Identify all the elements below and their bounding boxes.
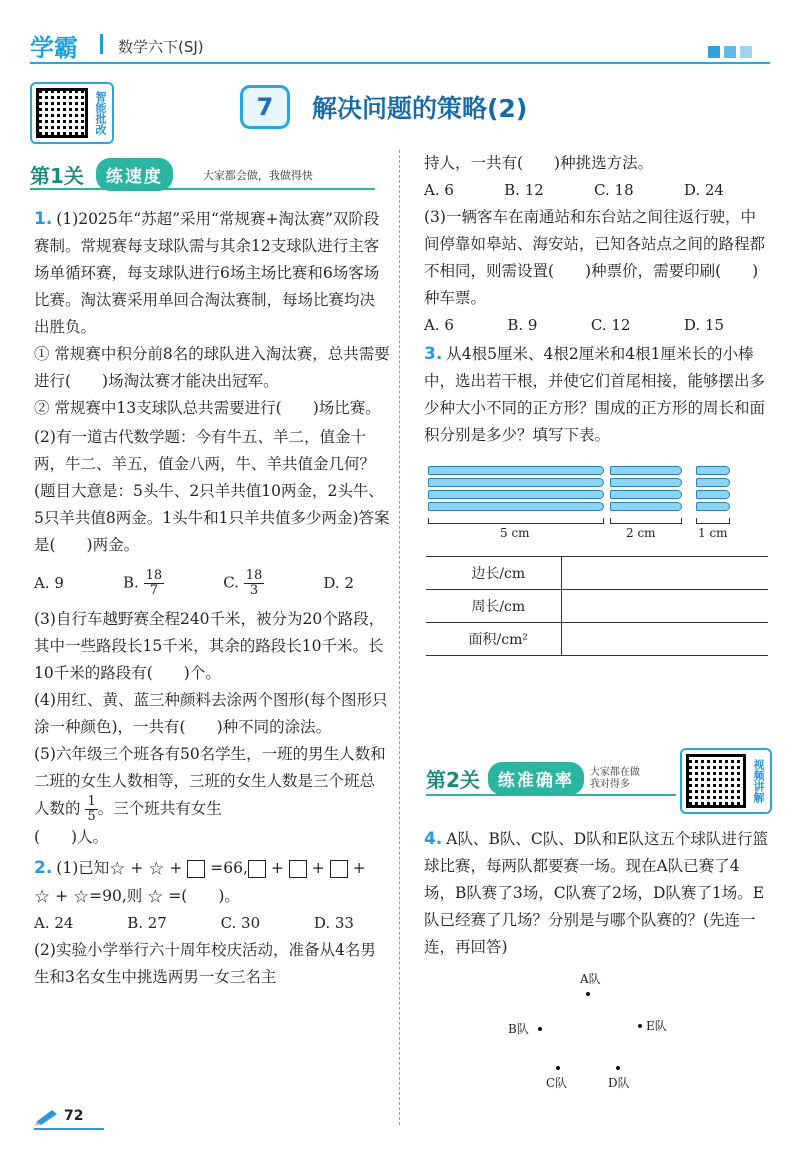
column-divider (399, 150, 400, 1125)
question-1-part-3: (3)自行车越野赛全程240千米，被分为20个路段，其中一些路段长15千米，其余的路段长10千米。长10千米的路段有( )个。 (34, 610, 385, 682)
option-a: A. 24 (34, 914, 74, 932)
question-4: 4. A队、B队、C队、D队和E队这五个球队进行篮球比赛，每两队都要赛一场。现在A队已赛了4场，B队赛了3场，C队赛了2场，D队赛了1场。E队已经赛了几场？分别是与哪个队赛的？(先连一连，再回答) (424, 829, 768, 956)
team-b-label: B队 (508, 1022, 529, 1036)
level2-underline (426, 794, 676, 796)
square-symbol (289, 860, 307, 878)
label-1cm: 1 cm (698, 526, 728, 540)
question-1-part-5-blank: ( )人。 (34, 828, 109, 846)
option-b: B. $\frac{18}{7}$ (123, 568, 163, 598)
bracket-1cm (696, 518, 730, 524)
table-row (426, 557, 768, 590)
team-d-label: D队 (608, 1076, 630, 1090)
star-symbol: ☆ (109, 858, 126, 880)
lesson-heading (240, 84, 527, 130)
star-symbol: ☆ (73, 886, 90, 907)
option-b: B. 12 (504, 181, 544, 199)
star-symbol: ☆ (34, 886, 51, 907)
question-2-part-3: (3)一辆客车在南通站和东台站之间往返行驶，中间停靠如皋站、海安站，已知各站点之间的路程都不相同，则需设置( )种票价，需要印刷( )种车票。 (424, 208, 766, 307)
pencil-icon (34, 1108, 60, 1130)
level1-title: 第1关 (30, 164, 84, 188)
row-label-side: 边长/cm (426, 557, 561, 590)
question-1-part-1a: ① 常规赛中积分前8名的球队进入淘汰赛，总共需要进行( )场淘汰赛才能决出冠军。 (34, 345, 390, 390)
qr-label-video: 视频讲解 (752, 759, 765, 803)
option-a: A. 6 (424, 181, 454, 199)
team-e-label: E队 (646, 1019, 667, 1033)
square-symbol (187, 860, 205, 878)
question-4-number: 4. (424, 829, 443, 849)
team-b-dot[interactable] (538, 1027, 542, 1031)
sticks-figure (424, 462, 774, 542)
question-2-part-1a: 2. (1)已知☆ + ☆ + =66, + + + (34, 858, 366, 880)
option-d: D. 2 (323, 574, 354, 592)
stick-2cm (610, 466, 682, 475)
team-e-dot[interactable] (638, 1024, 642, 1028)
stick-1cm (696, 466, 730, 475)
option-b: B. 27 (127, 914, 167, 932)
qr-code-image (36, 88, 88, 138)
option-d: D. 24 (683, 181, 724, 199)
label-2cm: 2 cm (626, 526, 656, 540)
option-c: C. 18 (594, 181, 634, 199)
question-1-part-5: (5)六年级三个班各有50名学生，一班的男生人数和二班的女生人数相等，三班的女生人数是三个班总人数的 $\frac{1}{5}$ 。三个班共有女生 (34, 745, 386, 824)
qr-code-smart-grading[interactable] (30, 82, 114, 144)
option-c: C. $\frac{18}{3}$ (223, 568, 263, 598)
stick-2cm (610, 490, 682, 499)
table-cell-answer[interactable] (561, 623, 768, 656)
stick-5cm (428, 502, 604, 511)
question-2-3-options (424, 312, 724, 339)
team-c-label: C队 (546, 1076, 568, 1090)
square-symbol (330, 860, 348, 878)
question-2-part-2: (2)实验小学举行六十周年校庆活动，准备从4名男生和3名女生中挑选两男一女三名主 (34, 941, 376, 986)
header-square-2 (724, 46, 736, 58)
stick-2cm (610, 502, 682, 511)
stick-5cm (428, 478, 604, 487)
level2-pill: 练准确率 (488, 762, 584, 795)
qr-code-video[interactable] (680, 748, 772, 814)
star-symbol: ☆ (147, 886, 164, 907)
row-label-area: 面积/cm² (426, 623, 561, 656)
question-1-part-1: 1. (1)2025年“苏超”采用“常规赛+淘汰赛”双阶段赛制。常规赛每支球队需与其余12支球队进行主客场单循环赛，每支球队进行6场主场比赛和6场客场比赛。淘汰赛采用单回合淘汰赛制，每场比赛均决出胜负。 (34, 209, 380, 336)
right-column (424, 150, 768, 449)
question-1-part-1b: ② 常规赛中13支球队总共需要进行( )场比赛。 (34, 399, 381, 417)
option-a: A. 6 (424, 316, 454, 334)
question-2-2-options (424, 177, 724, 204)
option-d: D. 15 (683, 316, 724, 334)
question-1-number: 1. (34, 209, 53, 229)
option-c: C. 12 (590, 316, 631, 334)
footer-rule (34, 1128, 104, 1130)
lesson-title: 解决问题的策略(2) (312, 94, 528, 123)
square-symbol (248, 860, 266, 878)
table-cell-answer[interactable] (561, 590, 768, 623)
question-1-part-2: (2)有一道古代数学题：今有牛五、羊二，值金十两，牛二、羊五，值金八两，牛、羊共值金几何？(题目大意是：5头牛、2只羊共值10两金，2头牛、5只羊共值8两金。1头牛和1只羊共值多少两金)答案是( )两金。 (34, 428, 390, 554)
question-2-number: 2. (34, 858, 53, 878)
level1-note: 大家都会做，我做得快 (202, 168, 313, 182)
team-a-dot[interactable] (586, 992, 590, 996)
option-a: A. 9 (34, 574, 64, 592)
brand-logo: 学霸 (30, 34, 78, 62)
bracket-2cm (610, 518, 682, 524)
header-square-3 (740, 46, 752, 58)
row-label-perimeter: 周长/cm (426, 590, 561, 623)
fraction-18-7: $\frac{18}{7}$ (145, 568, 163, 598)
table-row (426, 623, 768, 656)
fraction-1-5: $\frac{1}{5}$ (87, 794, 96, 824)
level1-underline (30, 188, 375, 190)
bracket-5cm (428, 518, 604, 524)
team-d-dot[interactable] (616, 1066, 620, 1070)
question-3: 3. 从4根5厘米、4根2厘米和4根1厘米长的小棒中，选出若干根，并使它们首尾相接，能够摆出多少种大小不同的正方形？围成的正方形的周长和面积分别是多少？填写下表。 (424, 344, 766, 444)
question-2-part-1b: ☆ + ☆=90,则 ☆ =( )。 (34, 886, 240, 907)
team-a-label: A队 (580, 972, 601, 986)
option-c: C. 30 (220, 914, 261, 932)
header-square-1 (708, 46, 720, 58)
stick-2cm (610, 478, 682, 487)
stick-5cm (428, 490, 604, 499)
level2-note: 大家都在做 我对得多 (589, 766, 640, 790)
option-d: D. 33 (313, 914, 354, 932)
table-row (426, 590, 768, 623)
stick-1cm (696, 478, 730, 487)
page-number: 72 (64, 1108, 84, 1124)
question-2-1-options (34, 910, 354, 937)
book-title: 数学六下(SJ) (118, 38, 204, 56)
star-symbol: ☆ (148, 858, 165, 880)
square-table (426, 556, 768, 656)
level2-heading (426, 762, 640, 795)
question-3-number: 3. (424, 344, 443, 364)
level1-pill: 练速度 (96, 158, 173, 191)
stick-1cm (696, 502, 730, 511)
question-1-2-options (34, 569, 354, 598)
table-cell-answer[interactable] (561, 557, 768, 590)
logo-divider (100, 34, 103, 54)
fraction-18-3: $\frac{18}{3}$ (245, 568, 263, 598)
stick-5cm (428, 466, 604, 475)
header-rule (30, 62, 770, 64)
teams-diagram (424, 970, 768, 1100)
team-c-dot[interactable] (556, 1066, 560, 1070)
level1-heading (30, 158, 313, 191)
qr-label-smart-grading: 智能批改 (94, 91, 107, 135)
lesson-number-badge: 7 (240, 85, 290, 129)
question-2-part-2-cont: 持人，一共有( )种挑选方法。 (424, 154, 654, 172)
option-b: B. 9 (507, 316, 538, 334)
left-column (34, 206, 390, 991)
level2-title: 第2关 (426, 768, 480, 792)
question-1-part-4: (4)用红、黄、蓝三种颜料去涂两个图形(每个图形只涂一种颜色)，一共有( )种不同的涂法。 (34, 691, 388, 736)
label-5cm: 5 cm (500, 526, 530, 540)
qr-code-image (686, 754, 746, 808)
stick-1cm (696, 490, 730, 499)
